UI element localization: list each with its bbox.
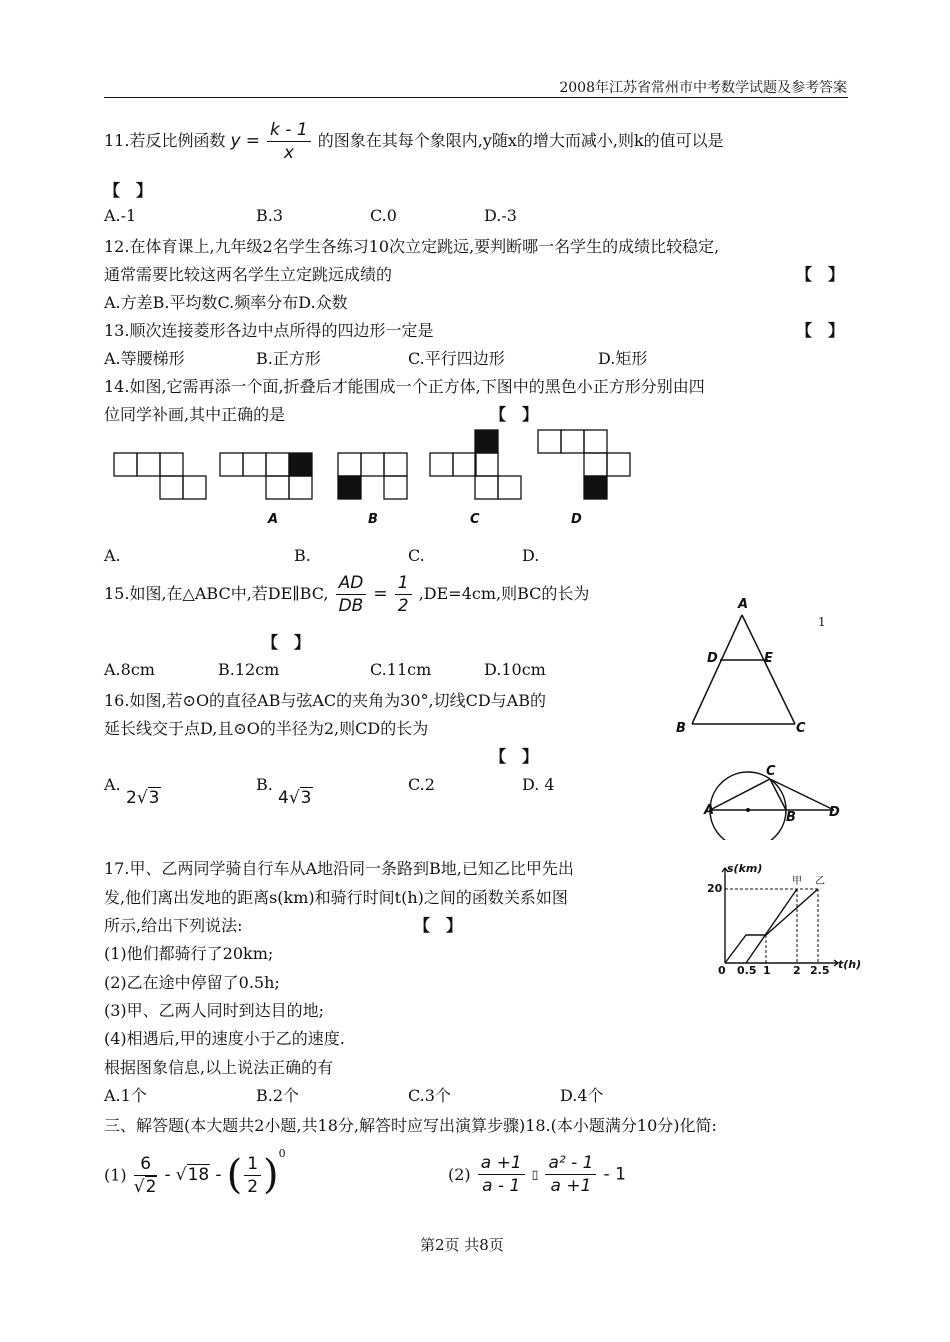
q16-option-a-label: A. [104,775,121,794]
q16-option-b-label: B. [256,775,273,794]
q14-option-b: B. [294,546,311,565]
q13-text: 13.顺次连接菱形各边中点所得的四边形一定是 [104,321,434,340]
q14-net-d [538,430,630,499]
q16-option-b-radicand: 3 [300,788,312,808]
q18-p2-den2: a +1 [550,1176,592,1196]
q14-line1: 14.如图,它需再添一个面,折叠后才能围成一个正方体,下图中的黑色小正方形分别由四 [104,377,705,396]
q11-y-var: y [230,131,241,151]
q18-p2-tail: - 1 [603,1164,626,1185]
q13-bracket: 【 】 [796,321,845,340]
q14-option-a: A. [104,546,121,565]
q15-prefix: 15.如图,在△ABC中,若DE∥BC, [104,584,329,603]
q15-bracket: 【 】 [262,633,311,652]
q16-label-c: C [766,764,776,779]
q18-p1-paren-left: ( [226,1152,243,1198]
q14-line2: 位同学补画,其中正确的是 [104,405,286,424]
page-header-title: 2008年江苏省常州市中考数学试题及参考答案 [559,80,847,96]
q15-half-num: 1 [395,572,412,595]
q12-line1: 12.在体育课上,九年级2名学生各练习10次立定跳远,要判断哪一名学生的成绩比较稳定, [104,237,720,256]
q17-y-axis-label: s(km) [727,862,763,875]
q16-line2: 延长线交于点D,且⊙O的半径为2,则CD的长为 [104,719,429,738]
q18-p1-sqrt: √18 [175,1165,210,1185]
q18-p2-num1: a +1 [478,1152,525,1175]
q16-option-a-coef: 2 [126,788,137,808]
q18-part-2 [448,1152,626,1197]
q15-side-ac [742,615,795,724]
q13-option-b: B.正方形 [256,349,321,368]
q16-bracket: 【 】 [490,747,539,766]
q17-x-tick-0-5: 0.5 [737,964,757,977]
q18-p2-label: (2) [448,1165,471,1184]
header-rule [104,97,848,98]
q17-statement-3: (3)甲、乙两人同时到达目的地; [104,1001,325,1020]
q18-p2-operator: ▯ [531,1167,539,1182]
q15-label-a: A [738,597,749,612]
q14-fig-label-d: D [571,512,582,527]
q16-label-a: A [704,803,715,818]
q14-fig-label-a: A [268,512,279,527]
q17-line-jia [746,889,797,963]
q16-chord-ac [710,779,770,810]
q17-legend-jia: 甲 [792,876,802,887]
section-3-heading: 三、解答题(本大题共2小题,共18分,解答时应写出演算步骤)18.(本小题满分10分)化简: [104,1116,717,1135]
q17-option-a: A.1个 [104,1086,147,1105]
q18-part-1 [104,1147,286,1198]
q15-ratio-num: AD [336,572,367,595]
q14-option-d: D. [522,546,540,565]
question-15 [104,572,589,617]
q14-fig-label-c: C [470,512,480,527]
q18-p1-den: √2 [133,1176,157,1197]
q16-label-d: D [829,805,840,820]
q17-x-tick-2: 2 [793,964,801,977]
q15-half-fraction [395,572,412,617]
q15-side-ab [692,615,742,724]
q17-x-tick-1: 1 [763,964,771,977]
q15-ratio-fraction [336,572,367,617]
q17-x-axis-label: t(h) [838,958,862,971]
q15-option-a: A.8cm [104,660,155,679]
question-11 [104,119,724,164]
q17-conclusion: 根据图象信息,以上说法正确的有 [104,1058,334,1077]
q12-options: A.方差B.平均数C.频率分布D.众数 [104,293,348,312]
q16-tangent-cd [770,779,834,810]
q12-bracket: 【 】 [796,265,845,284]
q18-p1-minus-2: - [215,1165,222,1185]
q15-option-b: B.12cm [218,660,280,679]
q15-suffix: ,DE=4cm,则BC的长为 [418,584,590,603]
q16-line1: 16.如图,若⊙O的直径AB与弦AC的夹角为30°,切线CD与AB的 [104,691,546,710]
q16-center-point [746,808,750,812]
q17-legend-yi: 乙 [815,876,825,887]
q11-bracket: 【 】 [104,181,153,200]
q15-option-d: D.10cm [484,660,546,679]
q18-p1-half [244,1153,261,1198]
q16-label-b: B [786,810,796,825]
q14-fig-label-b: B [368,512,378,527]
q17-line3: 所示,给出下列说法: [104,916,243,935]
q15-label-c: C [796,721,806,736]
q14-net-c [430,430,521,499]
q11-option-b: B.3 [256,206,284,225]
q16-option-b-coef: 4 [278,788,289,808]
q12-line2: 通常需要比较这两名学生立定跳远成绩的 [104,265,393,284]
q17-line2: 发,他们离出发地的距离s(km)和骑行时间t(h)之间的函数关系如图 [104,888,568,907]
q18-p1-minus-1: - [164,1165,171,1185]
q17-line1: 17.甲、乙两同学骑自行车从A地沿同一条路到B地,已知乙比甲先出 [104,859,574,878]
q17-bracket: 【 】 [414,916,463,935]
q17-statement-1: (1)他们都骑行了20km; [104,944,274,963]
q15-stray-mark: 1 [818,615,826,629]
q16-circle-o [710,772,786,840]
q18-p2-num2: a² - 1 [545,1152,596,1175]
q11-option-c: C.0 [370,206,397,225]
q11-option-d: D.-3 [484,206,517,225]
q14-net-a [220,453,312,499]
q11-equals: = [245,131,260,151]
q17-option-b: B.2个 [256,1086,300,1105]
q15-label-e: E [764,651,773,666]
q14-net-b [338,453,407,499]
q15-label-d: D [707,651,718,666]
q17-option-d: D.4个 [560,1086,604,1105]
q11-fraction [267,119,311,164]
q14-base-net [114,453,206,499]
q16-option-d: D. 4 [522,775,555,794]
q15-triangle-figure [670,590,840,740]
q18-p2-den1: a - 1 [482,1176,521,1196]
q18-p1-num: 6 [134,1153,158,1176]
q16-option-a-radicand: 3 [148,788,160,808]
q16-option-c: C.2 [408,775,435,794]
q16-option-a-value: 2√3 [126,788,160,808]
q18-p1-exponent: 0 [278,1147,286,1161]
q11-denominator: x [283,143,294,163]
q13-option-c: C.平行四边形 [408,349,505,368]
q17-x-tick-2-5: 2.5 [810,964,830,977]
q11-option-a: A.-1 [104,206,137,225]
q17-statement-2: (2)乙在途中停留了0.5h; [104,973,280,992]
q18-p1-label: (1) [104,1165,127,1185]
q17-option-c: C.3个 [408,1086,451,1105]
q18-p1-half-num: 1 [244,1153,261,1176]
q14-option-c: C. [408,546,425,565]
q13-option-d: D.矩形 [598,349,648,368]
q18-p2-fraction-1 [478,1152,525,1197]
q15-label-b: B [676,721,686,736]
page-footer: 第2页 共8页 [420,1236,504,1254]
q17-x-tick-0: 0 [718,964,726,977]
q14-bracket: 【 】 [490,405,539,424]
q17-y-tick-20: 20 [707,882,723,895]
q13-option-a: A.等腰梯形 [104,349,185,368]
q15-ratio-den: DB [338,596,364,616]
q15-equals: = [373,584,388,604]
q18-p1-half-den: 2 [247,1176,259,1197]
q18-p1-paren-right: ) [263,1152,279,1198]
q11-numerator: k - 1 [267,119,311,142]
q11-suffix: 的图象在其每个象限内,y随x的增大而减小,则k的值可以是 [317,131,724,150]
q17-statement-4: (4)相遇后,甲的速度小于乙的速度. [104,1029,345,1048]
q11-prefix: 11.若反比例函数 [104,131,226,150]
q15-half-den: 2 [397,596,409,616]
q18-p2-fraction-2 [545,1152,596,1197]
q16-option-b-value: 4√3 [278,788,312,808]
q15-option-c: C.11cm [370,660,432,679]
q18-p1-fraction [134,1153,158,1198]
